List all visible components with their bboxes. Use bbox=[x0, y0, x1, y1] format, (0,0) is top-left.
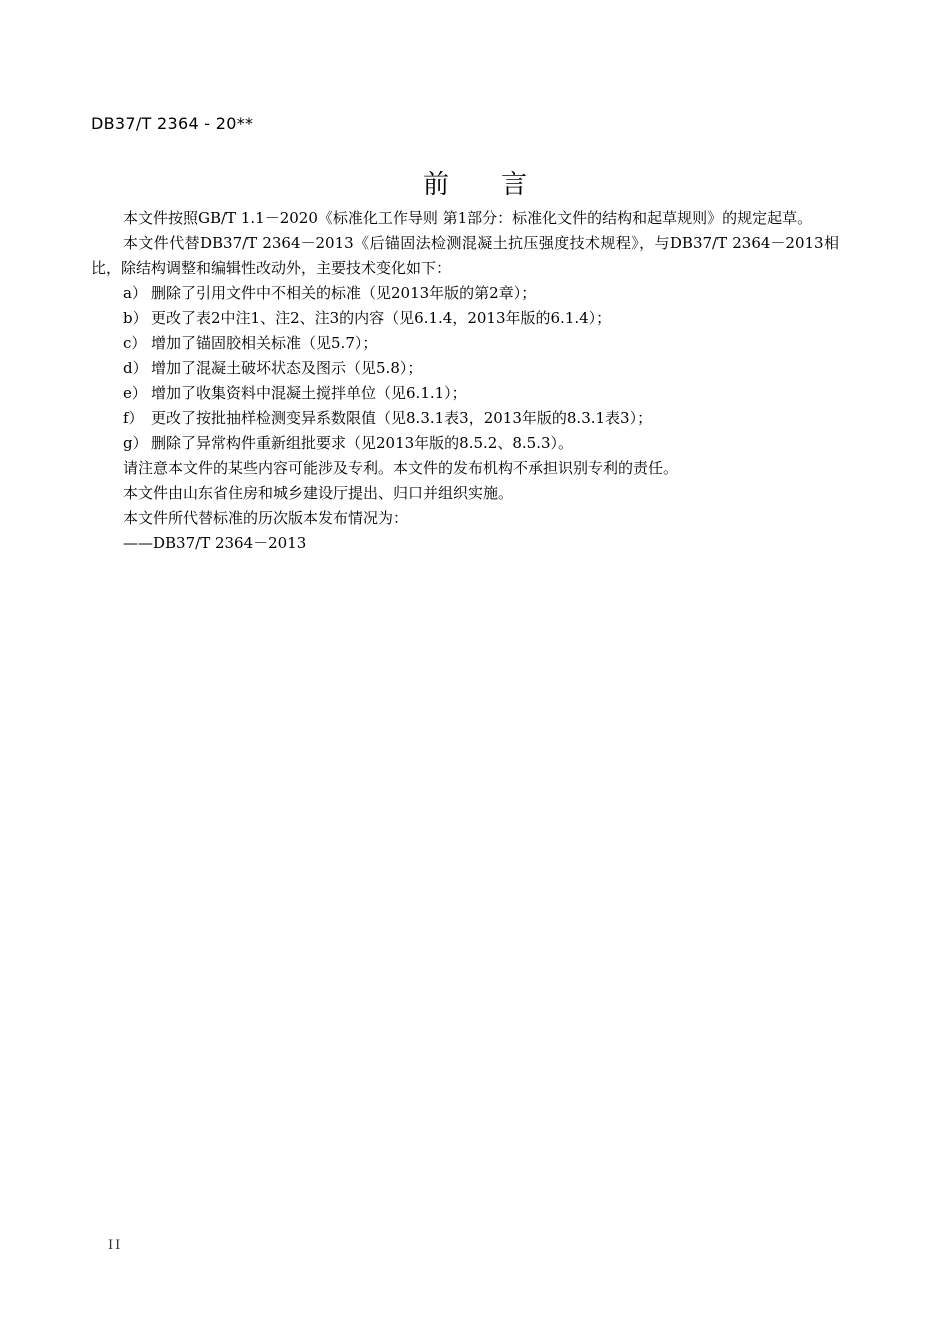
document-code: DB37/T 2364 - 20** bbox=[91, 114, 254, 133]
list-item-text: 删除了引用文件中不相关的标准（见2013年版的第2章）； bbox=[151, 284, 537, 302]
list-marker: f） bbox=[123, 409, 144, 427]
list-marker: b） bbox=[123, 309, 148, 327]
list-marker: g） bbox=[123, 434, 148, 452]
paragraph-history-intro: 本文件所代替标准的历次版本发布情况为： bbox=[123, 509, 409, 527]
page-title bbox=[0, 164, 950, 201]
paragraph-proposer: 本文件由山东省住房和城乡建设厅提出、归口并组织实施。 bbox=[123, 484, 514, 502]
list-item bbox=[91, 281, 839, 306]
history-version-item: ——DB37/T 2364－2013 bbox=[123, 534, 307, 552]
list-item bbox=[91, 406, 839, 431]
list-marker: c） bbox=[123, 334, 147, 352]
list-item-text: 增加了锚固胶相关标准（见5.7）； bbox=[151, 334, 378, 352]
title-char-1: 前 bbox=[422, 170, 449, 200]
list-item bbox=[91, 306, 839, 331]
paragraph-patent-notice: 请注意本文件的某些内容可能涉及专利。本文件的发布机构不承担识别专利的责任。 bbox=[123, 459, 679, 477]
list-item-text: 更改了按批抽样检测变异系数限值（见8.3.1表3，2013年版的8.3.1表3）； bbox=[151, 409, 653, 427]
list-marker: a） bbox=[123, 284, 147, 302]
list-marker: d） bbox=[123, 359, 148, 377]
list-item-text: 删除了异常构件重新组批要求（见2013年版的8.5.2、8.5.3）。 bbox=[151, 434, 574, 452]
list-item-text: 增加了收集资料中混凝土搅拌单位（见6.1.1）； bbox=[151, 384, 467, 402]
page-number: II bbox=[108, 1238, 123, 1253]
list-item bbox=[91, 431, 839, 456]
list-item bbox=[91, 331, 839, 356]
list-marker: e） bbox=[123, 384, 147, 402]
list-item-text: 更改了表2中注1、注2、注3的内容（见6.1.4，2013年版的6.1.4）； bbox=[151, 309, 612, 327]
paragraph-drafting-rules: 本文件按照GB/T 1.1－2020《标准化工作导则 第1部分：标准化文件的结构和起草规则》的规定起草。 bbox=[123, 209, 813, 227]
list-item bbox=[91, 381, 839, 406]
title-char-2: 言 bbox=[501, 170, 528, 200]
list-item bbox=[91, 356, 839, 381]
foreword-body bbox=[91, 206, 839, 556]
list-item-text: 增加了混凝土破坏状态及图示（见5.8）； bbox=[151, 359, 423, 377]
paragraph-replacement: 本文件代替DB37/T 2364－2013《后锚固法检测混凝土抗压强度技术规程》，与DB37/T 2364－2013相比，除结构调整和编辑性改动外，主要技术变化如下： bbox=[91, 234, 839, 277]
